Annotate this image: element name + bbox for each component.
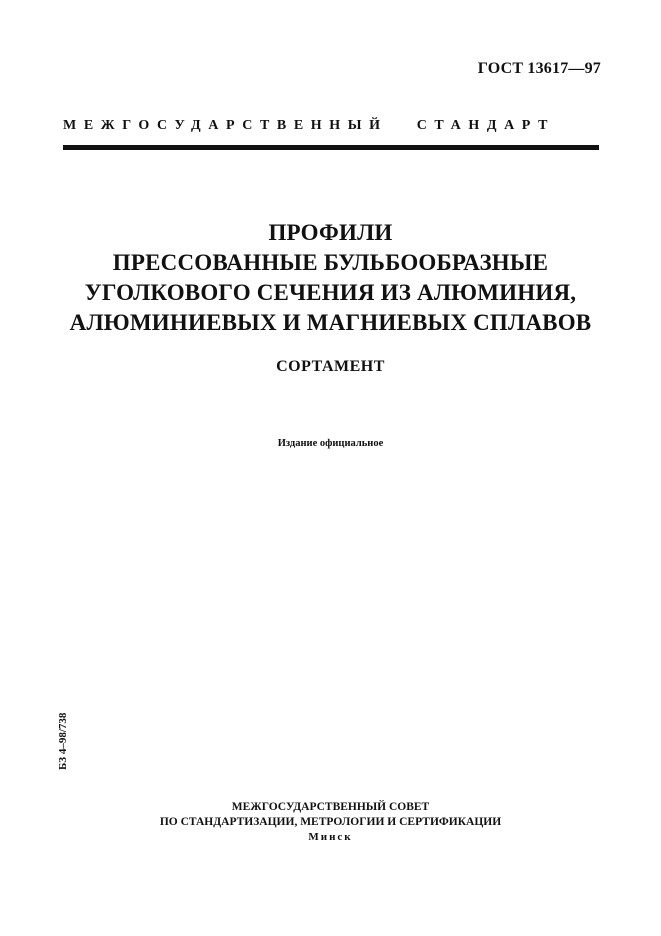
publisher-block <box>0 800 661 845</box>
document-title <box>0 218 661 338</box>
publisher-line-1: МЕЖГОСУДАРСТВЕННЫЙ СОВЕТ <box>231 801 430 813</box>
title-line-1: ПРОФИЛИ <box>268 220 393 245</box>
edition-note: Издание официальное <box>277 438 384 449</box>
publisher-line-2: ПО СТАНДАРТИЗАЦИИ, МЕТРОЛОГИИ И СЕРТИФИКАЦИИ <box>159 816 502 828</box>
title-line-3: УГОЛКОВОГО СЕЧЕНИЯ ИЗ АЛЮМИНИЯ, <box>84 280 577 305</box>
document-subtitle: СОРТАМЕНТ <box>276 358 385 375</box>
publisher-city: Минск <box>308 831 353 843</box>
standard-number: ГОСТ 13617—97 <box>477 60 601 77</box>
title-line-4: АЛЮМИНИЕВЫХ И МАГНИЕВЫХ СПЛАВОВ <box>69 310 592 335</box>
interstate-standard-label: МЕЖГОСУДАРСТВЕННЫЙ СТАНДАРТ <box>63 118 556 133</box>
title-line-2: ПРЕССОВАННЫЕ БУЛЬБООБРАЗНЫЕ <box>112 250 549 275</box>
header-divider <box>63 145 599 150</box>
side-catalog-code: БЗ 4–98/738 <box>57 712 69 770</box>
